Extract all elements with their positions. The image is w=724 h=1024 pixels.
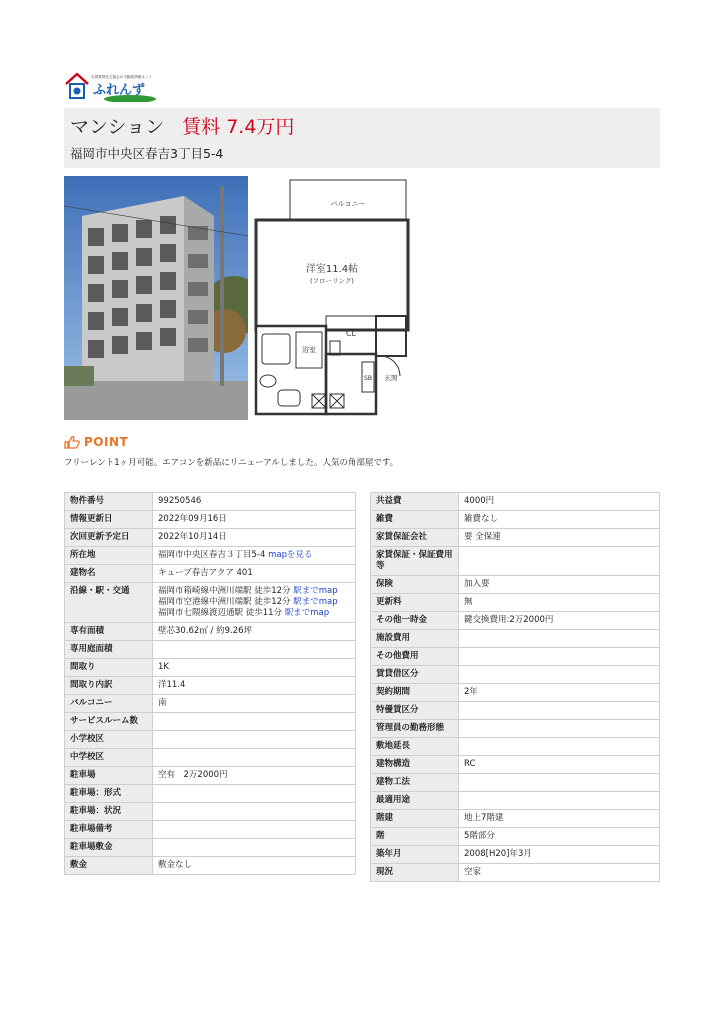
left-table-row <box>65 511 356 529</box>
field-value-text: 99250546 <box>158 496 202 506</box>
field-value <box>153 583 356 623</box>
field-value <box>153 659 356 677</box>
field-value <box>153 529 356 547</box>
field-value-text: 1K <box>158 662 169 672</box>
field-label: 階建 <box>371 810 459 828</box>
field-value <box>153 547 356 565</box>
left-table-row <box>65 493 356 511</box>
page-title <box>70 116 294 138</box>
left-table-row <box>65 641 356 659</box>
field-label: サービスルーム数 <box>65 713 153 731</box>
field-label: 中学校区 <box>65 749 153 767</box>
field-value <box>459 648 660 666</box>
field-value-text: 福岡市中央区春吉３丁目5-4 <box>158 550 266 560</box>
field-value <box>459 493 660 511</box>
left-table-row <box>65 749 356 767</box>
field-value <box>459 864 660 882</box>
right-table-row <box>371 529 660 547</box>
field-label: その他一時金 <box>371 612 459 630</box>
field-label: 家賃保証会社 <box>371 529 459 547</box>
field-value-text: 4000円 <box>464 496 495 506</box>
station-map-link[interactable]: 駅までmap <box>293 597 338 607</box>
field-label: 共益費 <box>371 493 459 511</box>
field-value <box>153 623 356 641</box>
field-label: 間取り内訳 <box>65 677 153 695</box>
field-value <box>459 828 660 846</box>
point-text: フリーレント1ヶ月可能。エアコンを新品にリニューアルしました。人気の角部屋です。 <box>64 458 399 468</box>
field-value <box>153 641 356 659</box>
left-table-row <box>65 731 356 749</box>
rent-price: 賃料 7.4万円 <box>182 116 295 138</box>
field-label: 沿線・駅・交通 <box>65 583 153 623</box>
right-table-row <box>371 720 660 738</box>
field-label: 物件番号 <box>65 493 153 511</box>
point-label: POINT <box>84 435 129 449</box>
building-photo <box>64 176 248 420</box>
field-label: 間取り <box>65 659 153 677</box>
field-label: 現況 <box>371 864 459 882</box>
field-value <box>459 547 660 576</box>
field-label: 専有面積 <box>65 623 153 641</box>
field-value <box>459 702 660 720</box>
field-label: 管理員の勤務形態 <box>371 720 459 738</box>
field-label: 敷金 <box>65 857 153 875</box>
left-table-row <box>65 695 356 713</box>
floorplan-entrance: 玄関 <box>384 374 398 382</box>
field-value <box>153 857 356 875</box>
field-value <box>459 612 660 630</box>
field-value <box>153 767 356 785</box>
property-header <box>64 108 660 168</box>
logo-name: ふれんず <box>93 83 146 98</box>
floorplan-room: 洋室11.4帖 <box>305 264 359 275</box>
field-value-text: 空家 <box>464 867 482 877</box>
station-map-link[interactable]: 駅までmap <box>284 608 330 618</box>
left-table-row <box>65 767 356 785</box>
left-table-row <box>65 677 356 695</box>
right-info-table <box>370 492 660 882</box>
field-label: 施設費用 <box>371 630 459 648</box>
field-value-text: 鍵交換費用:2万2000円 <box>464 615 554 625</box>
field-value-text: RC <box>464 759 476 769</box>
field-label: 敷地延長 <box>371 738 459 756</box>
field-label: 最適用途 <box>371 792 459 810</box>
right-table-row <box>371 864 660 882</box>
field-label: 契約期間 <box>371 684 459 702</box>
right-table-row <box>371 630 660 648</box>
field-label: 建物構造 <box>371 756 459 774</box>
station-access-text: 福岡市箱崎線中洲川端駅 徒歩12分 <box>158 586 291 596</box>
right-table-row <box>371 594 660 612</box>
floorplan-closet: CL <box>345 329 357 338</box>
field-label: 雑費 <box>371 511 459 529</box>
property-type: マンション <box>70 116 165 138</box>
left-table-row <box>65 623 356 641</box>
site-logo <box>64 70 156 102</box>
field-value <box>153 565 356 583</box>
field-value <box>459 720 660 738</box>
field-value-text: 地上7階建 <box>464 813 504 823</box>
left-table-row <box>65 583 356 623</box>
field-value <box>459 630 660 648</box>
field-label: 所在地 <box>65 547 153 565</box>
right-table-row <box>371 756 660 774</box>
logo-tagline: 全国賃貸住宅協会の不動産情報ネット <box>91 75 153 79</box>
right-table-row <box>371 684 660 702</box>
field-value <box>459 738 660 756</box>
field-value <box>153 713 356 731</box>
field-value-text: 加入要 <box>464 579 490 589</box>
left-table-row <box>65 857 356 875</box>
field-value <box>153 677 356 695</box>
field-value <box>459 594 660 612</box>
left-table-row <box>65 659 356 677</box>
field-label: 更新料 <box>371 594 459 612</box>
left-table-row <box>65 565 356 583</box>
right-table-row <box>371 774 660 792</box>
right-table-row <box>371 846 660 864</box>
field-label: 保険 <box>371 576 459 594</box>
field-value-text: 空有 2万2000円 <box>158 770 228 780</box>
right-table-row <box>371 702 660 720</box>
field-value <box>153 839 356 857</box>
field-value-text: 2022年10月14日 <box>158 532 227 542</box>
field-value <box>459 756 660 774</box>
left-table-row <box>65 839 356 857</box>
field-value <box>459 846 660 864</box>
field-value <box>459 511 660 529</box>
right-table-row <box>371 828 660 846</box>
pointing-hand-icon <box>64 435 80 449</box>
left-table-row <box>65 821 356 839</box>
right-table-row <box>371 547 660 576</box>
right-table-row <box>371 648 660 666</box>
field-value-text: 南 <box>158 698 167 708</box>
left-info-table <box>64 492 356 875</box>
field-value <box>153 695 356 713</box>
left-table-row <box>65 803 356 821</box>
floorplan-bath: 浴室 <box>302 346 316 354</box>
left-table-row <box>65 529 356 547</box>
field-label: 建物工法 <box>371 774 459 792</box>
property-address: 福岡市中央区春吉3丁目5-4 <box>70 146 224 161</box>
field-label: 家賃保証・保証費用等 <box>371 547 459 576</box>
field-label: 賃貸借区分 <box>371 666 459 684</box>
map-link[interactable]: mapを見る <box>268 550 313 560</box>
field-label: 駐車場 <box>65 767 153 785</box>
point-heading <box>64 434 128 450</box>
field-value <box>459 529 660 547</box>
field-value-text: 要 全保連 <box>464 532 501 542</box>
field-value <box>153 749 356 767</box>
field-value <box>153 803 356 821</box>
left-table-row <box>65 713 356 731</box>
field-value <box>153 731 356 749</box>
field-value <box>459 684 660 702</box>
field-label: 小学校区 <box>65 731 153 749</box>
field-label: 駐車場備考 <box>65 821 153 839</box>
right-table-row <box>371 493 660 511</box>
field-label: その他費用 <box>371 648 459 666</box>
field-value <box>459 666 660 684</box>
field-label: 駐車場：形式 <box>65 785 153 803</box>
field-value-text: キューブ春吉アクア 401 <box>158 568 253 578</box>
field-value-text: 洋11.4 <box>158 680 186 690</box>
field-label: 次回更新予定日 <box>65 529 153 547</box>
left-table-row <box>65 785 356 803</box>
station-access-text: 福岡市空港線中洲川端駅 徒歩12分 <box>158 597 291 607</box>
floor-plan <box>250 176 420 420</box>
field-label: 専用庭面積 <box>65 641 153 659</box>
field-label: 築年月 <box>371 846 459 864</box>
right-table-row <box>371 666 660 684</box>
field-value <box>153 493 356 511</box>
right-table-row <box>371 612 660 630</box>
right-table-row <box>371 576 660 594</box>
field-value-text: 2008[H20]年3月 <box>464 849 532 859</box>
floorplan-flooring: (フローリング) <box>310 277 354 285</box>
field-label: 建物名 <box>65 565 153 583</box>
field-label: 駐車場：状況 <box>65 803 153 821</box>
field-value-text: 無 <box>464 597 473 607</box>
field-label: 特優賃区分 <box>371 702 459 720</box>
field-value <box>459 774 660 792</box>
field-value <box>459 576 660 594</box>
field-value <box>153 821 356 839</box>
field-value-text: 2年 <box>464 687 478 697</box>
field-value-text: 5階部分 <box>464 831 495 841</box>
right-table-row <box>371 792 660 810</box>
field-value <box>153 511 356 529</box>
left-table-row <box>65 547 356 565</box>
field-value-text: 敷金なし <box>158 860 193 870</box>
field-value <box>459 810 660 828</box>
floorplan-shoebox: SB <box>364 375 372 382</box>
field-label: 情報更新日 <box>65 511 153 529</box>
station-access-text: 福岡市七隈線渡辺通駅 徒歩11分 <box>158 608 283 618</box>
field-value-text: 雑費なし <box>464 514 499 524</box>
right-table-row <box>371 738 660 756</box>
right-table-row <box>371 511 660 529</box>
station-map-link[interactable]: 駅までmap <box>293 586 338 596</box>
right-table-row <box>371 810 660 828</box>
field-label: 階 <box>371 828 459 846</box>
field-label: バルコニー <box>65 695 153 713</box>
field-value-text: 2022年09月16日 <box>158 514 227 524</box>
field-label: 駐車場敷金 <box>65 839 153 857</box>
floorplan-balcony: バルコニー <box>330 200 366 208</box>
field-value-text: 壁芯30.62㎡ / 約9.26坪 <box>158 626 253 636</box>
field-value <box>459 792 660 810</box>
field-value <box>153 785 356 803</box>
